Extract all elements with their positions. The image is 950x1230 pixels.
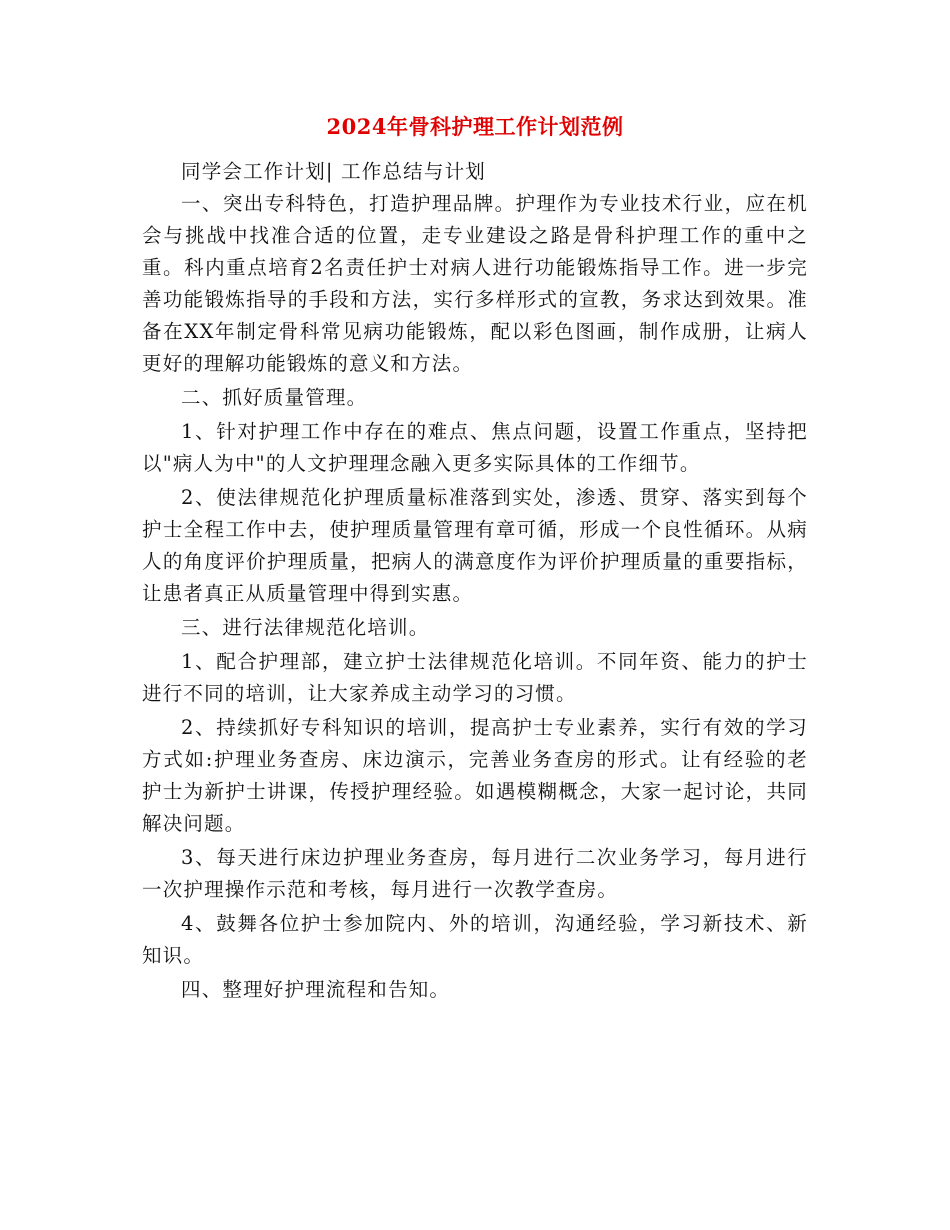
paragraph-section-4-heading: 四、整理好护理流程和告知。 xyxy=(181,978,451,1001)
paragraph-section-3-heading: 三、进行法律规范化培训。 xyxy=(181,616,430,639)
paragraph-section-2-heading: 二、抓好质量管理。 xyxy=(181,386,368,409)
document-title: 2024年骨科护理工作计划范例 xyxy=(326,114,624,139)
paragraph-section-3-item-4: 4、鼓舞各位护士参加院内、外的培训，沟通经验，学习新技术、新知识。 xyxy=(142,912,808,967)
paragraph-section-3-item-3: 3、每天进行床边护理业务查房，每月进行二次业务学习，每月进行一次护理操作示范和考核，每月进行一次教学查房。 xyxy=(142,846,808,901)
paragraph-category: 同学会工作计划| 工作总结与计划 xyxy=(181,160,486,183)
paragraph-section-1: 一、突出专科特色，打造护理品牌。护理作为专业技术行业，应在机会与挑战中找准合适的位置，走专业建设之路是骨科护理工作的重中之重。科内重点培育2名责任护士对病人进行功能锻炼指导工作。进一步完善功能锻炼指导的手段和方法，实行多样形式的宣教，务求达到效果。准备在XX年制定骨科常见病功能锻炼，配以彩色图画，制作成册，让病人更好的理解功能锻炼的意义和方法。 xyxy=(142,192,808,375)
paragraph-section-2-item-1: 1、针对护理工作中存在的难点、焦点问题，设置工作重点，坚持把以"病人为中"的人文护理理念融入更多实际具体的工作细节。 xyxy=(142,420,808,475)
paragraph-section-3-item-1: 1、配合护理部，建立护士法律规范化培训。不同年资、能力的护士进行不同的培训，让大家养成主动学习的习惯。 xyxy=(142,650,808,705)
paragraph-section-3-item-2: 2、持续抓好专科知识的培训，提高护士专业素养，实行有效的学习方式如:护理业务查房、床边演示，完善业务查房的形式。让有经验的老护士为新护士讲课，传授护理经验。如遇模糊概念，大家一起讨论，共同解决问题。 xyxy=(142,716,808,835)
paragraph-section-2-item-2: 2、使法律规范化护理质量标准落到实处，渗透、贯穿、落实到每个护士全程工作中去，使护理质量管理有章可循，形成一个良性循环。从病人的角度评价护理质量，把病人的满意度作为评价护理质量的重要指标，让患者真正从质量管理中得到实惠。 xyxy=(142,486,808,605)
